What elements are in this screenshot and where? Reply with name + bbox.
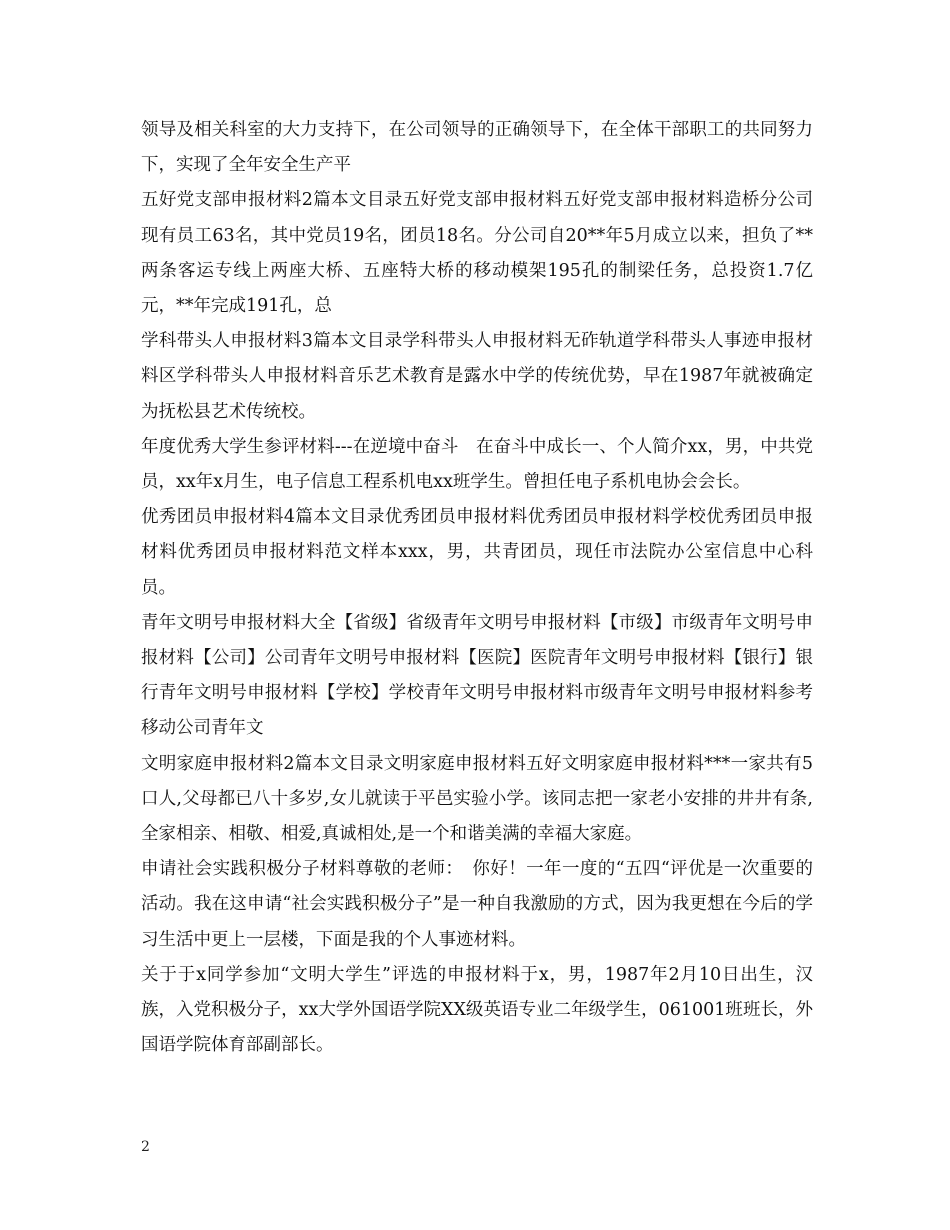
paragraph-excellent-league-member: 优秀团员申报材料4篇本文目录优秀团员申报材料优秀团员申报材料学校优秀团员申报材料优秀团员申报材料范文样本xxx，男，共青团员，现任市法院办公室信息中心科员。 bbox=[141, 507, 813, 598]
paragraph-social-practice: 申请社会实践积极分子材料尊敬的老师： 你好！一年一度的“五四“评优是一次重要的活动。我在这申请“社会实践积极分子”是一种自我激励的方式，因为我更想在今后的学习生活中更上一层楼，下面是我的个人事迹材料。 bbox=[141, 859, 813, 950]
paragraph-civilized-family: 文明家庭申报材料2篇本文目录文明家庭申报材料五好文明家庭申报材料***一家共有5口人,父母都已八十多岁,女儿就读于平邑实验小学。该同志把一家老小安排的井井有条,全家相亲、相敬、相爱,真诚相处,是一个和谐美满的幸福大家庭。 bbox=[141, 753, 813, 845]
paragraph-party-branch: 五好党支部申报材料2篇本文目录五好党支部申报材料五好党支部申报材料造桥分公司现有员工63名，其中党员19名，团员18名。分公司自20**年5月成立以来，担负了**两条客运专线上两座大桥、五座特大桥的移动模架195孔的制梁任务，总投资1.7亿元，**年完成191孔，总 bbox=[141, 190, 813, 317]
paragraph-safety-production: 领导及相关科室的大力支持下，在公司领导的正确领导下，在全体干部职工的共同努力下，实现了全年安全生产平 bbox=[141, 120, 813, 176]
paragraph-civilized-student: 关于于x同学参加“文明大学生”评选的申报材料于x，男，1987年2月10日出生，汉族，入党积极分子，xx大学外国语学院XX级英语专业二年级学生，061001班班长，外国语学院体育部副部长。 bbox=[141, 964, 813, 1056]
paragraph-excellent-student: 年度优秀大学生参评材料---在逆境中奋斗 在奋斗中成长一、个人简介xx，男，中共党员，xx年x月生，电子信息工程系机电xx班学生。曾担任电子系机电协会会长。 bbox=[141, 436, 813, 493]
document-body bbox=[141, 113, 813, 1063]
paragraph-youth-civilization: 青年文明号申报材料大全【省级】省级青年文明号申报材料【市级】市级青年文明号申报材料【公司】公司青年文明号申报材料【医院】医院青年文明号申报材料【银行】银行青年文明号申报材料【学校】学校青年文明号申报材料市级青年文明号申报材料参考移动公司青年文 bbox=[141, 612, 813, 739]
page-number: 2 bbox=[141, 1139, 150, 1155]
paragraph-subject-leader: 学科带头人申报材料3篇本文目录学科带头人申报材料无砟轨道学科带头人事迹申报材料区学科带头人申报材料音乐艺术教育是露水中学的传统优势，早在1987年就被确定为抚松县艺术传统校。 bbox=[141, 331, 813, 422]
